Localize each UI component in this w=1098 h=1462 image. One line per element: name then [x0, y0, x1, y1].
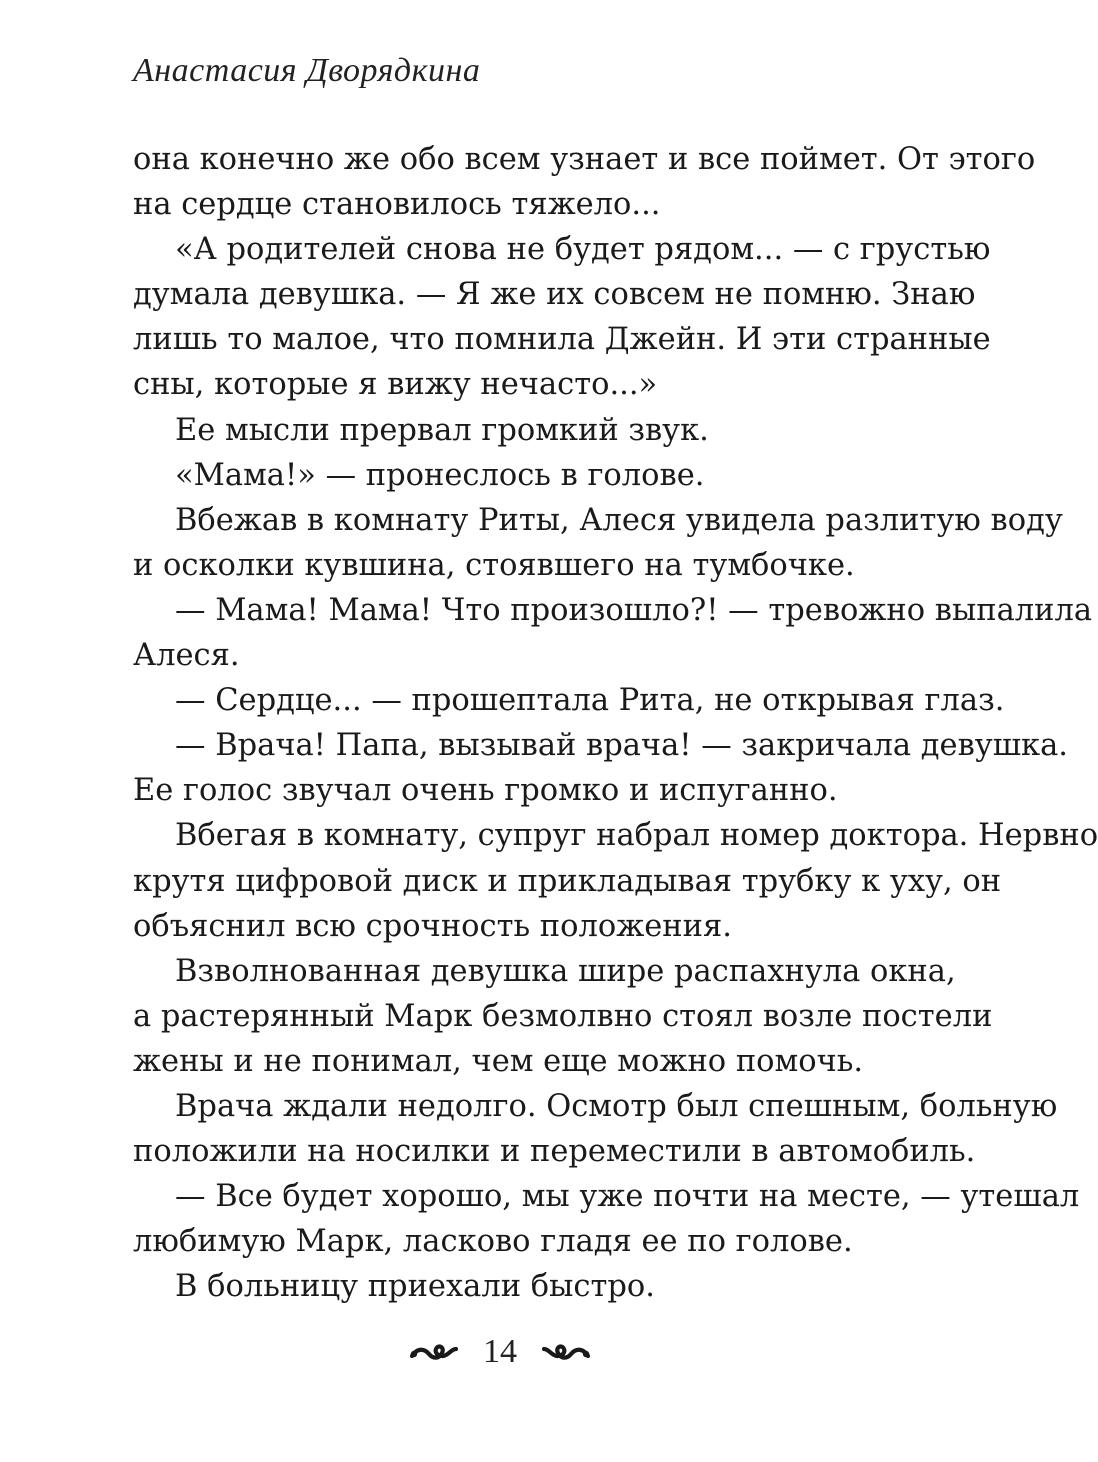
text-line: любимую Марк, ласково гладя ее по голове.: [133, 1224, 853, 1260]
page-footer: [0, 1333, 1000, 1371]
text-line: Вбежав в комнату Риты, Алеся увидела разлитую воду: [175, 502, 1063, 538]
text-line: Взволнованная девушка шире распахнула окна,: [175, 953, 956, 989]
text-line: «А родителей снова не будет рядом... — с грустью: [175, 232, 991, 268]
page-number: 14: [483, 1333, 517, 1370]
left-ornament-icon: [408, 1341, 460, 1363]
text-line: она конечно же обо всем узнает и все поймет. От этого: [133, 142, 1036, 177]
text-line: лишь то малое, что помнила Джейн. И эти странные: [133, 322, 991, 358]
text-line: и осколки кувшина, стоявшего на тумбочке.: [133, 547, 855, 583]
text-line: — Все будет хорошо, мы уже почти на месте, — утешал: [175, 1179, 1080, 1215]
body-text: [133, 137, 1098, 1309]
text-line: Ее мысли прервал громкий звук.: [175, 412, 709, 448]
text-line: Ее голос звучал очень громко и испуганно.: [133, 773, 838, 809]
text-line: — Сердце... — прошептала Рита, не открывая глаз.: [175, 683, 1005, 719]
right-ornament-icon: [540, 1341, 592, 1363]
text-line: Алеся.: [133, 638, 240, 674]
text-line: В больницу приехали быстро.: [175, 1269, 655, 1305]
text-line: Вбегая в комнату, супруг набрал номер доктора. Нервно: [175, 818, 1098, 854]
text-line: «Мама!» — пронеслось в голове.: [175, 457, 705, 493]
text-line: крутя цифровой диск и прикладывая трубку к уху, он: [133, 863, 1002, 899]
text-line: положили на носилки и переместили в автомобиль.: [133, 1134, 976, 1170]
text-line: на сердце становилось тяжело...: [133, 187, 661, 223]
text-line: думала девушка. — Я же их совсем не помню. Знаю: [133, 277, 976, 313]
text-line: а растерянный Марк безмолвно стоял возле постели: [133, 998, 993, 1034]
text-line: жены и не понимал, чем еще можно помочь.: [133, 1043, 864, 1079]
text-line: сны, которые я вижу нечасто...»: [133, 367, 658, 403]
running-head-author: Анастасия Дворядкина: [133, 52, 481, 89]
text-line: — Мама! Мама! Что произошло?! — тревожно выпалила: [175, 592, 1093, 628]
text-line: Врача ждали недолго. Осмотр был спешным, больную: [175, 1088, 1058, 1124]
text-line: — Врача! Папа, вызывай врача! — закричала девушка.: [175, 728, 1068, 764]
text-line: объяснил всю срочность положения.: [133, 908, 732, 944]
